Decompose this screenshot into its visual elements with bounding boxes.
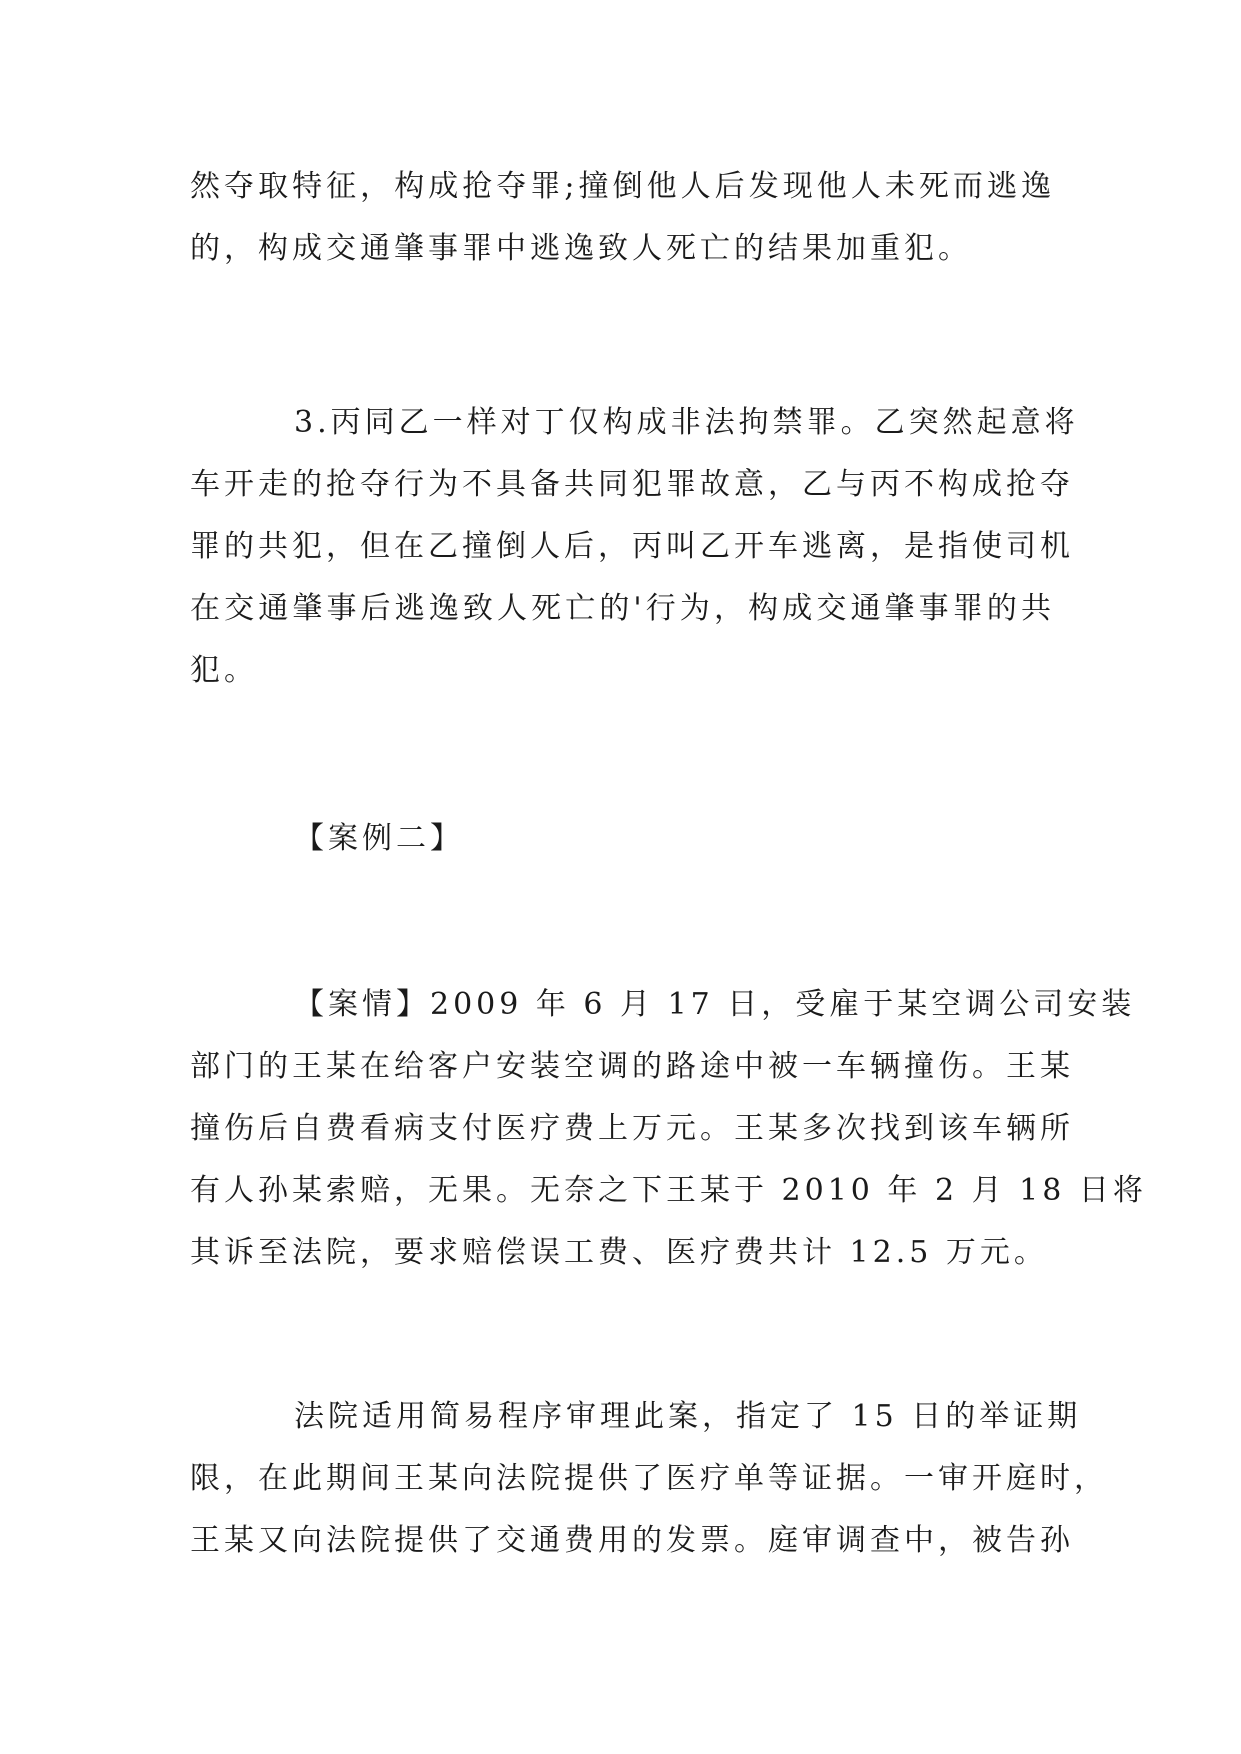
- heading-text: 【案例二】: [294, 821, 464, 856]
- paragraph-robbery-conclusion: [190, 156, 1055, 280]
- text-line: 然夺取特征，构成抢夺罪;撞倒他人后发现他人未死而逃逸: [190, 169, 1055, 204]
- paragraph-case-facts: [190, 974, 1147, 1284]
- text-line: 的，构成交通肇事罪中逃逸致人死亡的结果加重犯。: [190, 231, 972, 266]
- text-line: 其诉至法院，要求赔偿误工费、医疗费共计 12.5 万元。: [190, 1235, 1048, 1270]
- paragraph-point-3: [190, 392, 1079, 702]
- text-line: 车开走的抢夺行为不具备共同犯罪故意，乙与丙不构成抢夺: [190, 467, 1074, 502]
- text-line: 王某又向法院提供了交通费用的发票。庭审调查中，被告孙: [190, 1523, 1074, 1558]
- text-line: 有人孙某索赔，无果。无奈之下王某于 2010 年 2 月 18 日将: [190, 1173, 1147, 1208]
- text-line: 撞伤后自费看病支付医疗费上万元。王某多次找到该车辆所: [190, 1111, 1074, 1146]
- text-line: 【案情】2009 年 6 月 17 日，受雇于某空调公司安装: [294, 987, 1136, 1022]
- text-line: 犯。: [190, 653, 258, 688]
- paragraph-court-procedure: [190, 1386, 1108, 1572]
- text-line: 罪的共犯，但在乙撞倒人后，丙叫乙开车逃离，是指使司机: [190, 529, 1074, 564]
- section-heading-case-two: [190, 808, 1055, 870]
- text-line: 法院适用简易程序审理此案，指定了 15 日的举证期: [294, 1399, 1082, 1434]
- text-line: 3.丙同乙一样对丁仅构成非法拘禁罪。乙突然起意将: [294, 405, 1079, 440]
- text-line: 在交通肇事后逃逸致人死亡的'行为，构成交通肇事罪的共: [190, 591, 1055, 626]
- text-line: 部门的王某在给客户安装空调的路途中被一车辆撞伤。王某: [190, 1049, 1074, 1084]
- text-line: 限，在此期间王某向法院提供了医疗单等证据。一审开庭时，: [190, 1461, 1108, 1496]
